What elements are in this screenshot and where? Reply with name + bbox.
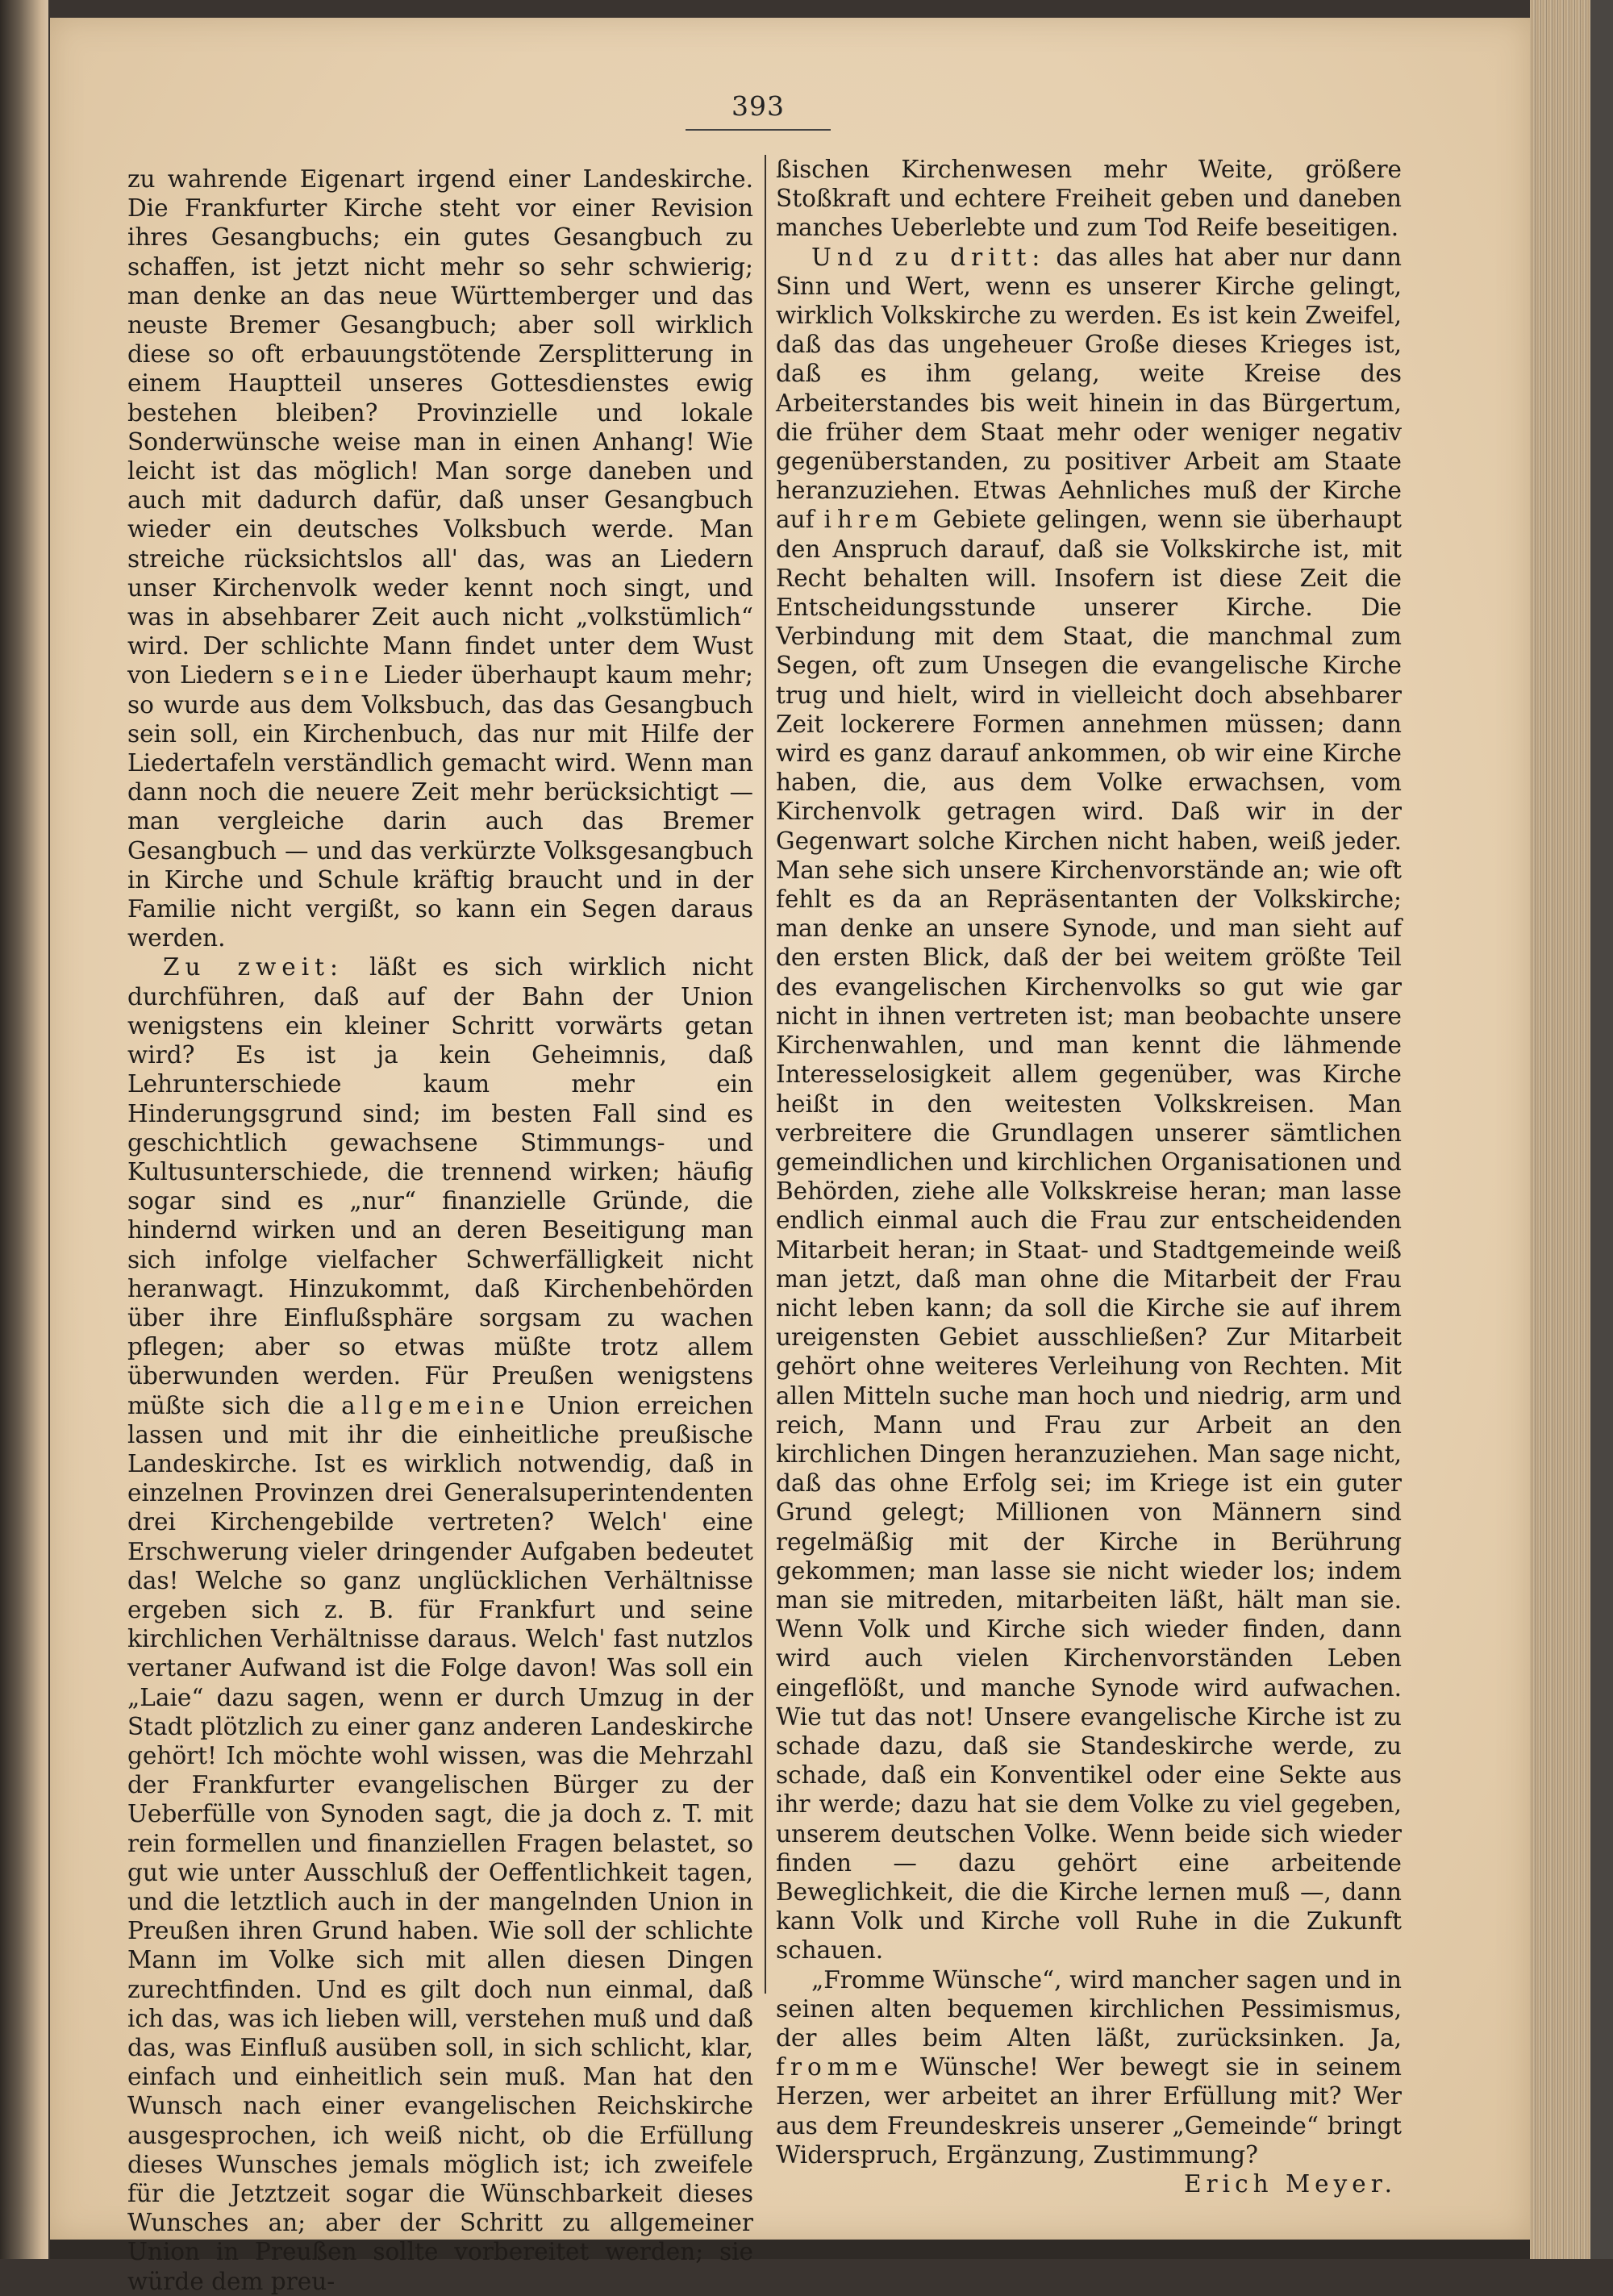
- left-paragraph-2-emphasis: allgemeine: [341, 1391, 531, 1419]
- binding-left-edge: [0, 0, 48, 2259]
- left-paragraph-2-text: läßt es sich wirklich nicht durchführen, daß auf der Bahn der Union wenigstens ein kleiner Schritt vorwärts getan wird? Es ist ja kein Geheimnis, daß Lehrunterschiede kaum mehr ein Hinderungsgrund sind; im besten Fall sind es geschichtlich gewachsene Stimmungs- und Kultusunterschiede, die trennend wirken; häufig sogar sind es „nur“ finanzielle Gründe, die hindernd wirken und an deren Beseitigung man sich infolge vielfacher Schwerfälligkeit nicht heranwagt. Hinzukommt, daß Kirchenbehörden über ihre Einflußsphäre sorgsam zu wachen pflegen; aber so etwas müßte trotz allem überwunden werden. Für Preußen wenigstens müßte sich die: [127, 953, 753, 1419]
- author-signature: Erich Meyer.: [1184, 2170, 1397, 2198]
- right-paragraph-3: [776, 1965, 1402, 2169]
- right-paragraph-2: [776, 243, 1402, 1965]
- right-paragraph-3-continuation: Wünsche! Wer bewegt sie in seinem Herzen, wer arbeitet an ihrer Erfüllung mit? Wer aus dem Freundeskreis unserer „Gemeinde“ bringt Widerspruch, Ergänzung, Zustimmung?: [776, 2053, 1402, 2169]
- right-paragraph-3-text: „Fromme Wünsche“, wird mancher sagen und in seinen alten bequemen kirchlichen Pessimismus, der alles beim Alten läßt, zurücksinken. Ja,: [776, 1965, 1402, 2052]
- left-paragraph-1: [127, 165, 753, 952]
- left-column: [127, 165, 753, 2296]
- column-divider: [765, 155, 766, 1994]
- right-paragraph-2-emphasis: ihrem: [823, 506, 923, 534]
- page-number: 393: [731, 90, 785, 122]
- left-paragraph-1-continuation: Lieder überhaupt kaum mehr; so wurde aus dem Volksbuch, das das Gesangbuch sein soll, ein Kirchenbuch, das nur mit Hilfe der Liedertafeln verständlich gemacht wird. Wenn man dann noch die neuere Zeit mehr berücksichtigt — man vergleiche darin auch das Bremer Gesangbuch — und das verkürzte Volksgesangbuch in Kirche und Schule kräftig braucht und in der Familie nicht vergißt, so kann ein Segen daraus werden.: [127, 661, 753, 952]
- left-paragraph-2: [127, 952, 753, 2295]
- right-paragraph-2-lead: Und zu dritt:: [811, 243, 1046, 271]
- page-stack-right-edge: [1530, 0, 1613, 2259]
- left-paragraph-2-continuation: Union erreichen lassen und mit ihr die einheitliche preußische Landeskirche. Ist es wirklich notwendig, daß in einzelnen Provinzen drei Generalsuperintendenten drei Kirchengebilde vertreten? Welch' eine Erschwerung vieler dringender Aufgaben bedeutet das! Welche so ganz unglücklichen Verhältnisse ergeben sich z. B. für Frankfurt und seine kirchlichen Verhältnisse daraus. Welch' fast nutzlos vertaner Aufwand ist die Folge davon! Was soll ein „Laie“ dazu sagen, wenn er durch Umzug in der Stadt plötzlich zu einer ganz anderen Landeskirche gehört! Ich möchte wohl wissen, was die Mehrzahl der Frankfurter evangelischen Bürger zu der Ueberfülle von Synoden sagt, die ja doch z. T. mit rein formellen und finanziellen Fragen belastet, so gut wie unter Ausschluß der Oeffentlichkeit tagen, und die letztlich auch in der mangelnden Union in Preußen ihren Grund haben. Wie soll der schlichte Mann im Volke sich mit allen diesen Dingen zurechtfinden. Und es gilt doch nun einmal, daß ich das, was ich lieben will, verstehen muß und daß das, was Einfluß ausüben soll, in sich schlicht, klar, einfach und einheitlich sein muß. Man hat den Wunsch nach einer evangelischen Reichskirche ausgesprochen, ich weiß nicht, ob die Erfüllung dieses Wunsches jemals möglich ist; ich zweifele für die Jetztzeit sogar die Wünschbarkeit dieses Wunsches an; aber der Schritt zu allgemeiner Union in Preußen sollte vorbereitet werden; sie würde dem preu-: [127, 1391, 753, 2295]
- left-paragraph-1-text: zu wahrende Eigenart irgend einer Landeskirche. Die Frankfurter Kirche steht vor einer Revision ihres Gesangbuchs; ein gutes Gesangbuch zu schaffen, ist jetzt nicht mehr so sehr schwierig; man denke an das neue Württemberger und das neuste Bremer Gesangbuch; aber soll wirklich diese so oft erbauungstötende Zersplitterung in einem Hauptteil unseres Gottesdienstes ewig bestehen bleiben? Provinzielle und lokale Sonderwünsche weise man in einen Anhang! Wie leicht ist das möglich! Man sorge daneben und auch mit dadurch dafür, daß unser Gesangbuch wieder ein deutsches Volksbuch werde. Man streiche rücksichtslos all' das, was an Liedern unser Kirchenvolk weder kennt noch singt, und was in absehbarer Zeit auch nicht „volkstümlich“ wird. Der schlichte Mann findet unter dem Wust von Liedern: [127, 165, 753, 690]
- right-paragraph-1: ßischen Kirchenwesen mehr Weite, größere Stoßkraft und echtere Freiheit geben und daneben manches Ueberlebte und zum Tod Reife beseitigen.: [776, 156, 1402, 242]
- page-number-rule: [686, 129, 831, 131]
- left-paragraph-1-emphasis: seine: [282, 661, 375, 690]
- right-column: [776, 155, 1402, 2198]
- right-paragraph-3-emphasis: fromme: [776, 2053, 904, 2081]
- left-paragraph-2-lead: Zu zweit:: [163, 953, 344, 981]
- right-paragraph-2-continuation: Gebiete gelingen, wenn sie überhaupt den Anspruch darauf, daß sie Volkskirche ist, mit Recht behalten will. Insofern ist diese Zeit die Entscheidungsstunde unserer Kirche. Die Verbindung mit dem Staat, die manchmal zum Segen, oft zum Unsegen die evangelische Kirche trug und hielt, wird in vielleicht doch absehbarer Zeit lockerere Formen annehmen müssen; dann wird es ganz darauf ankommen, ob wir eine Kirche haben, die, aus dem Volke erwachsen, vom Kirchenvolk getragen wird. Daß wir in der Gegenwart solche Kirchen nicht haben, weiß jeder. Man sehe sich unsere Kirchenvorstände an; wie oft fehlt es da an Repräsentanten der Volkskirche; man denke an unsere Synode, und man sieht auf den ersten Blick, daß der bei weitem größte Teil des evangelischen Kirchenvolks so gut wie gar nicht in ihnen vertreten ist; man beobachte unsere Kirchenwahlen, und man kennt die lähmende Interesselosigkeit allem gegenüber, was Kirche heißt in den weitesten Volkskreisen. Man verbreitere die Grundlagen unserer sämtlichen gemeindlichen und kirchlichen Organisationen und Behörden, ziehe alle Volkskreise heran; man lasse endlich einmal auch die Frau zur entscheidenden Mitarbeit heran; in Staat- und Stadtgemeinde weiß man jetzt, daß man ohne die Mitarbeit der Frau nicht leben kann; da soll die Kirche sie auf ihrem ureigensten Gebiet ausschließen? Zur Mitarbeit gehört ohne weiteres Verleihung von Rechten. Mit allen Mitteln suche man hoch und niedrig, arm und reich, Mann und Frau zur Arbeit an den kirchlichen Dingen heranzuziehen. Man sage nicht, daß das ohne Erfolg sei; im Kriege ist ein guter Grund gelegt; Millionen von Männern sind regelmäßig mit der Kirche in Berührung gekommen; man lasse sie nicht wieder los; indem man sie mitreden, mitarbeiten läßt, hält man sie. Wenn Volk und Kirche sich wieder finden, dann wird auch vielen Kirchenvorständen Leben eingeflößt, und manche Synode wird aufwachen. Wie tut das not! Unsere evangelische Kirche ist zu schade dazu, daß sie Standeskirche werde, zu schade, daß ein Konventikel oder eine Sekte aus ihr werde; dazu hat sie dem Volke zu viel gegeben, unserem deutschen Volke. Wenn beide sich wieder finden — dazu gehört eine arbeitende Beweglichkeit, die die Kirche lernen muß —, dann kann Volk und Kirche voll Ruhe in die Zukunft schauen.: [776, 506, 1402, 1965]
- right-paragraph-2-text: das alles hat aber nur dann Sinn und Wert, wenn es unserer Kirche gelingt, wirklich Volkskirche zu werden. Es ist kein Zweifel, daß das das ungeheuer Große dieses Krieges ist, daß es ihm gelang, weite Kreise des Arbeiterstandes bis weit hinein in das Bürgertum, die früher dem Staat mehr oder weniger negativ gegenüberstanden, zu positiver Arbeit am Staate heranzuziehen. Etwas Aehnliches muß der Kirche auf: [776, 243, 1402, 534]
